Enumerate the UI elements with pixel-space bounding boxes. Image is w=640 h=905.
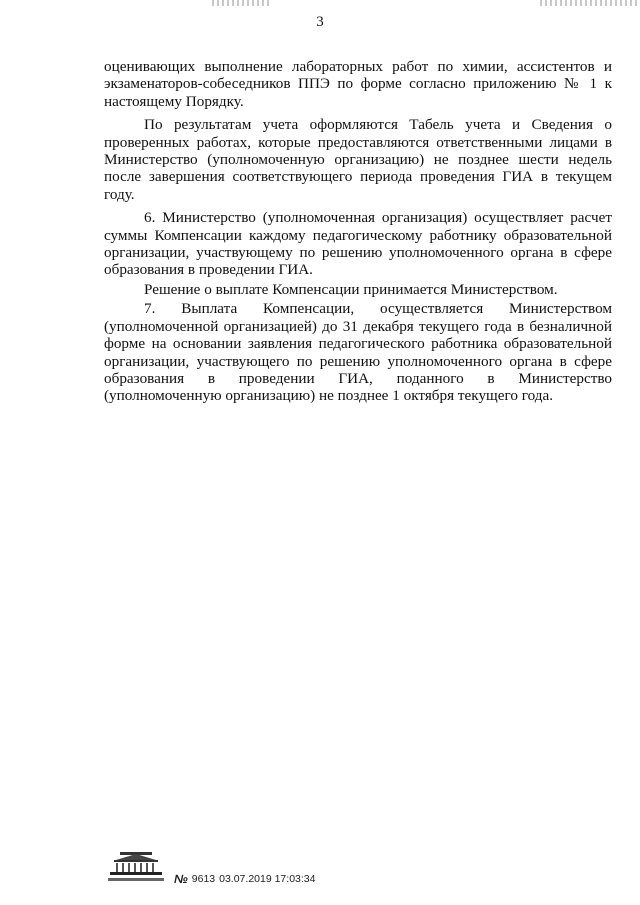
- paragraph-continuation: оценивающих выполнение лабораторных работ по химии, ассистентов и экзаменаторов-собеседников ППЭ по форме согласно приложению № 1 к настоящему Порядку.: [104, 58, 612, 110]
- scan-artifact-left: [212, 0, 272, 6]
- document-body: [104, 58, 612, 405]
- paragraph-accounting: По результатам учета оформляются Табель учета и Сведения о проверенных работах, которые предоставляются ответственными лицами в Министерство (уполномоченную организацию) не позднее шести недель после завершения соответствующего периода проведения ГИА в текущем году.: [104, 116, 612, 203]
- paragraph-item-7: 7. Выплата Компенсации, осуществляется Министерством (уполномоченной организацией) до 31 декабря текущего года в безналичной форме на основании заявления педагогического работника образовательной организации, участвующего по решению уполномоченного органа в сфере образования в проведении ГИА, поданного в Министерство (уполномоченную организацию) не позднее 1 октября текущего года.: [104, 300, 612, 405]
- paragraph-decision: Решение о выплате Компенсации принимается Министерством.: [144, 280, 558, 298]
- number-sign: №: [174, 872, 188, 886]
- paragraph-item-6: 6. Министерство (уполномоченная организация) осуществляет расчет суммы Компенсации каждому педагогическому работнику образовательной организации, участвующему по решению уполномоченного органа в сфере образования в проведении ГИА.: [104, 209, 612, 279]
- registration-stamp: [174, 872, 315, 886]
- registration-timestamp: 03.07.2019 17:03:34: [219, 873, 316, 885]
- document-footer: [106, 848, 406, 898]
- page-number: 3: [316, 14, 324, 30]
- scan-artifact-right: [540, 0, 640, 6]
- government-building-logo-icon: [106, 848, 166, 882]
- document-number: 9613: [191, 873, 216, 885]
